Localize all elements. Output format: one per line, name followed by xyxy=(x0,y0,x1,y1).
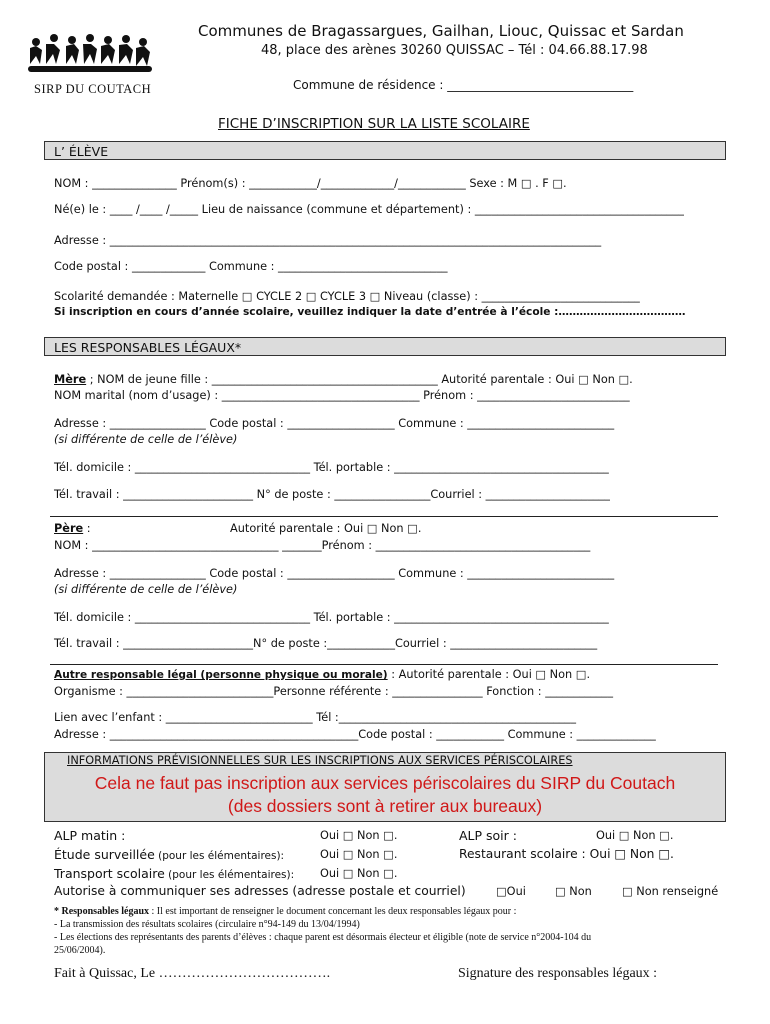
transport-text: Transport scolaire xyxy=(54,866,165,881)
pere-label: Père xyxy=(54,522,84,535)
pere-row-2[interactable]: NOM : _________________________________ _______Prénom : ______________________________________ xyxy=(54,539,591,552)
transport-small: (pour les élémentaires): xyxy=(164,869,295,881)
section-eleve-label: L’ ÉLÈVE xyxy=(54,144,109,159)
alp-soir-label: ALP soir : xyxy=(459,828,517,843)
autorise-oui-checkbox[interactable]: □Oui xyxy=(496,885,526,898)
etude-small: (pour les élémentaires): xyxy=(154,850,285,862)
mere-row-4: (si différente de celle de l’élève) xyxy=(54,433,238,446)
eleve-naissance-row[interactable]: Né(e) le : ____ /____ /_____ Lieu de naissance (commune et département) : _____________________________________ xyxy=(54,203,684,216)
pere-row-1[interactable] xyxy=(54,522,91,535)
eleve-nom-row[interactable]: NOM : _______________ Prénom(s) : ____________/_____________/____________ Sexe : M □ . F □. xyxy=(54,177,567,190)
note-line-3: - Les élections des représentants des parents d’élèves : chaque parent est désormais électeur et éligible (note de service n°2004-104 du xyxy=(54,932,592,943)
restaurant-row[interactable]: Restaurant scolaire : Oui □ Non □. xyxy=(459,847,674,861)
mere-row-5[interactable]: Tél. domicile : _______________________________ Tél. portable : ______________________________________ xyxy=(54,461,609,474)
eleve-inscription-row[interactable]: Si inscription en cours d’année scolaire, veuillez indiquer la date d’entrée à l’école :……………………………… xyxy=(54,306,686,318)
note-line-1 xyxy=(54,906,516,917)
autorise-label: Autorise à communiquer ses adresses (adresse postale et courriel) xyxy=(54,884,466,898)
alp-matin-label: ALP matin : xyxy=(54,828,126,843)
autre-row-3[interactable]: Lien avec l’enfant : __________________________ Tél :__________________________________________ xyxy=(54,711,576,724)
pere-autorite[interactable]: Autorité parentale : Oui □ Non □. xyxy=(230,522,422,535)
alp-matin-options[interactable]: Oui □ Non □. xyxy=(320,829,398,842)
section-responsables-heading xyxy=(44,337,726,356)
pere-row-4: (si différente de celle de l’élève) xyxy=(54,583,238,596)
mere-row-3[interactable]: Adresse : _________________ Code postal : ___________________ Commune : __________________________ xyxy=(54,417,615,430)
logo-text: SIRP DU COUTACH xyxy=(34,82,152,96)
autorise-non-checkbox[interactable]: □ Non xyxy=(555,885,592,898)
section-responsables-label: LES RESPONSABLES LÉGAUX* xyxy=(54,340,242,355)
note-line-4: 25/06/2004). xyxy=(54,945,106,956)
pere-row-5[interactable]: Tél. domicile : _______________________________ Tél. portable : ______________________________________ xyxy=(54,611,609,624)
pere-row-3[interactable]: Adresse : _________________ Code postal : ___________________ Commune : __________________________ xyxy=(54,567,615,580)
alp-soir-options[interactable]: Oui □ Non □. xyxy=(596,829,674,842)
note-line-2: - La transmission des résultats scolaires (circulaire n°94-149 du 13/04/1994) xyxy=(54,919,360,930)
header-address: 48, place des arènes 30260 QUISSAC – Tél : 04.66.88.17.98 xyxy=(261,43,648,58)
logo-figures-icon xyxy=(22,28,162,84)
header-residence: Commune de résidence : _______________________________ xyxy=(293,78,634,92)
autre-rest: : Autorité parentale : Oui □ Non □. xyxy=(387,668,591,681)
note-bold: * Responsables légaux xyxy=(54,906,150,917)
periscolaire-heading: INFORMATIONS PRÉVISIONNELLES SUR LES INSCRIPTIONS AUX SERVICES PÉRISCOLAIRES xyxy=(67,754,573,767)
eleve-scolarite-row[interactable]: Scolarité demandée : Maternelle □ CYCLE 2 □ CYCLE 3 □ Niveau (classe) : ____________________________ xyxy=(54,290,640,303)
header-communes: Communes de Bragassargues, Gailhan, Liouc, Quissac et Sardan xyxy=(198,22,684,40)
signature-label: Signature des responsables légaux : xyxy=(458,966,658,981)
autre-row-1[interactable] xyxy=(54,668,590,681)
logo xyxy=(22,28,162,100)
autorise-non-renseigne-checkbox[interactable]: □ Non renseigné xyxy=(622,885,719,898)
etude-text: Étude surveillée xyxy=(54,847,155,862)
etude-options[interactable]: Oui □ Non □. xyxy=(320,848,398,861)
pere-row-6[interactable]: Tél. travail : _______________________N° de poste :____________Courriel : __________________________ xyxy=(54,637,598,650)
autre-label: Autre responsable légal (personne physique ou morale) xyxy=(54,669,388,681)
periscolaire-warning-2: (des dossiers sont à retirer aux bureaux) xyxy=(227,796,543,816)
pere-colon: : xyxy=(83,522,91,535)
separator-pere-autre xyxy=(50,664,718,665)
mere-row-1[interactable] xyxy=(54,373,633,386)
autre-row-2[interactable]: Organisme : __________________________Personne référente : ________________ Fonction : ____________ xyxy=(54,685,613,698)
fait-a-quissac[interactable]: Fait à Quissac, Le ………………………………. xyxy=(54,966,331,981)
autre-row-4[interactable]: Adresse : ____________________________________________Code postal : ____________ Commune : ______________ xyxy=(54,728,656,741)
page-title: FICHE D’INSCRIPTION SUR LA LISTE SCOLAIRE xyxy=(218,116,530,132)
transport-label xyxy=(54,866,294,881)
separator-mere-pere xyxy=(50,516,718,517)
periscolaire-box xyxy=(44,752,726,822)
mere-row-2[interactable]: NOM marital (nom d’usage) : ___________________________________ Prénom : ___________________________ xyxy=(54,389,630,402)
eleve-cp-row[interactable]: Code postal : _____________ Commune : ______________________________ xyxy=(54,260,448,273)
periscolaire-warning-1: Cela ne faut pas inscription aux services périscolaires du SIRP du Coutach xyxy=(94,773,676,793)
eleve-adresse-row[interactable]: Adresse : _______________________________________________________________________________________ xyxy=(54,234,602,247)
etude-label xyxy=(54,847,284,862)
mere-row-6[interactable]: Tél. travail : _______________________ N° de poste : _________________Courriel : ______________________ xyxy=(54,488,610,501)
note-line-1-text: : Il est important de renseigner le document concernant les deux responsables légaux pour : xyxy=(149,906,517,917)
section-eleve-heading xyxy=(44,141,726,160)
transport-options[interactable]: Oui □ Non □. xyxy=(320,867,398,880)
mere-row1-text: ; NOM de jeune fille : ________________________________________ Autorité parentale : Oui □ Non □. xyxy=(86,373,633,386)
mere-label: Mère xyxy=(54,373,87,386)
